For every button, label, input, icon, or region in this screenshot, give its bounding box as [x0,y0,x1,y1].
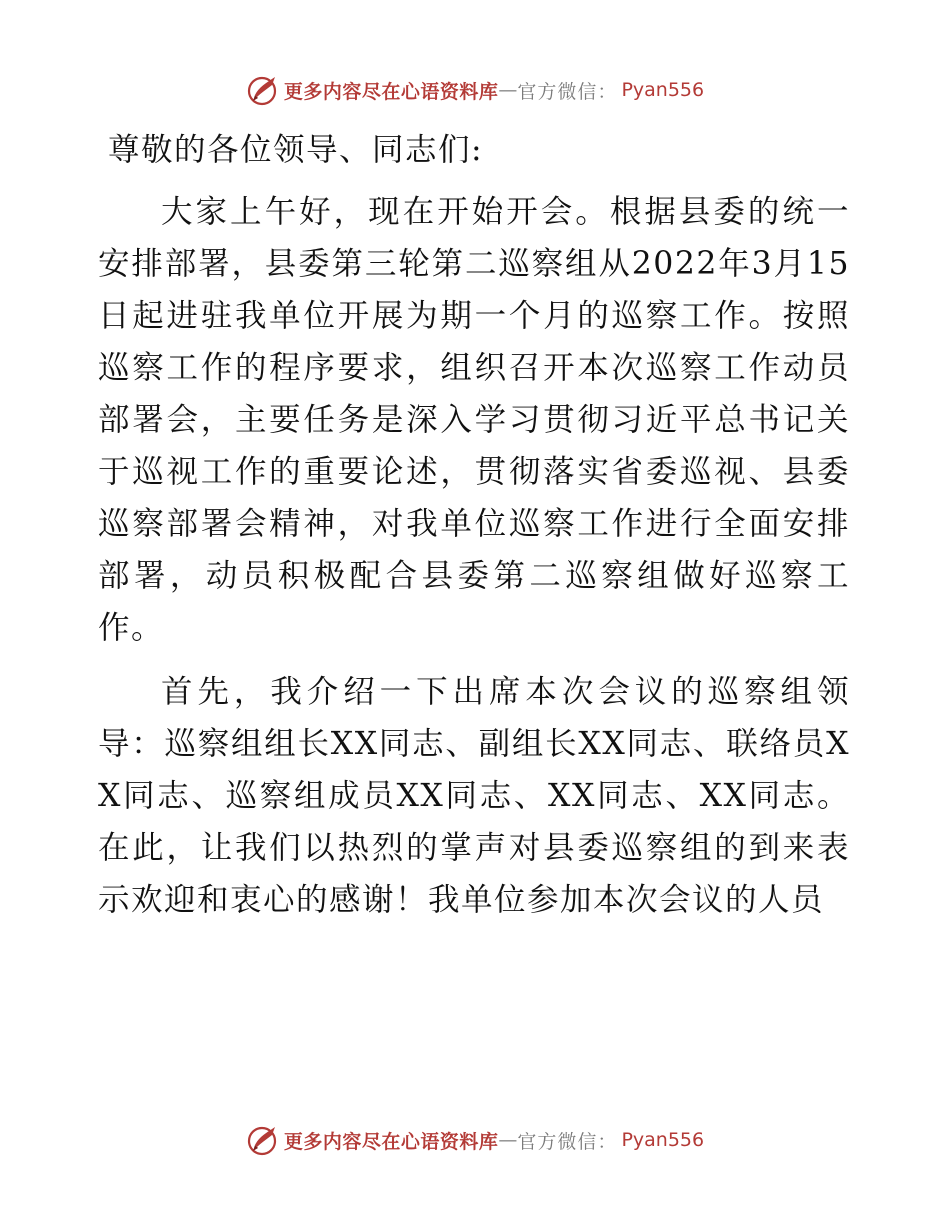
watermark-main-text: 更多内容尽在心语资料库 [283,80,499,103]
footer-watermark [0,1122,950,1158]
paragraph-opening: 大家上午好，现在开始开会。根据县委的统一安排部署，县委第三轮第二巡察组从2022年3月15日起进驻我单位开展为期一个月的巡察工作。按照巡察工作的程序要求，组织召开本次巡察工作动员部署会，主要任务是深入学习贯彻习近平总书记关于巡视工作的重要论述，贯彻落实省委巡视、县委巡察部署会精神，对我单位巡察工作进行全面安排部署，动员积极配合县委第二巡察组做好巡察工作。 [98,194,850,646]
watermark-dash: — [498,1129,518,1151]
watermark-dash: — [498,79,518,101]
document-body [98,124,850,938]
salutation: 尊敬的各位领导、同志们: [108,132,484,168]
watermark-sub-text: 官方微信： [517,1130,618,1153]
watermark-main-text: 更多内容尽在心语资料库 [283,1130,499,1153]
watermark-wechat-id: Pyan556 [621,79,705,101]
watermark-wechat-id: Pyan556 [621,1129,705,1151]
paragraph-introduction: 首先，我介绍一下出席本次会议的巡察组领导：巡察组组长XX同志、副组长XX同志、联络员XX同志、巡察组成员XX同志、XX同志、XX同志。在此，让我们以热烈的掌声对县委巡察组的到来表示欢迎和衷心的感谢！我单位参加本次会议的人员 [98,674,850,918]
watermark-sub-text: 官方微信： [517,80,618,103]
pen-logo-icon [246,73,280,107]
header-watermark [0,72,950,108]
pen-logo-icon [246,1123,280,1157]
